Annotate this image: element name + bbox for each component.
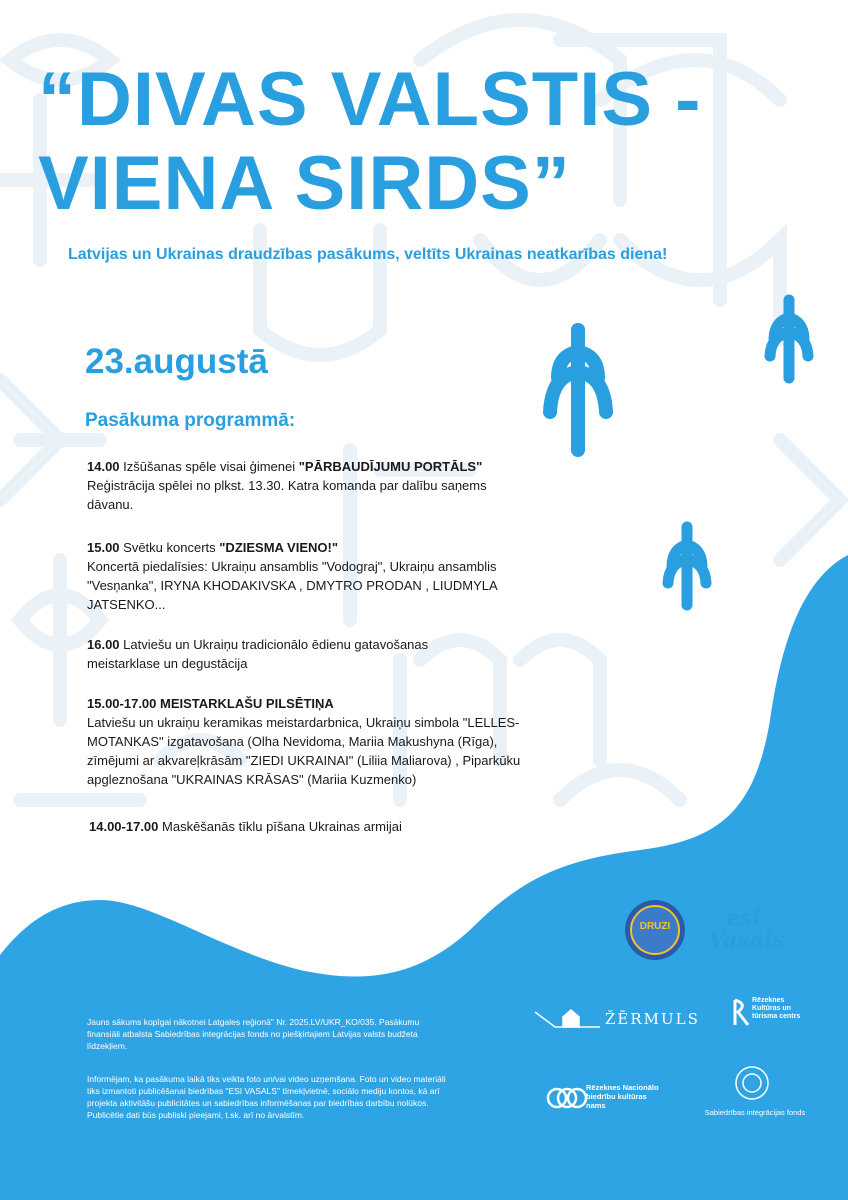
- program-item-details: Reģistrācija spēlei no plkst. 13.30. Katra komanda par dalību saņems dāvanu.: [87, 478, 487, 512]
- program-item-text: Izšūšanas spēle visai ģimenei: [119, 459, 299, 474]
- program-item-text: Maskēšanās tīklu pīšana Ukrainas armijai: [158, 819, 402, 834]
- main-title: [38, 58, 818, 226]
- funding-notice: Jauns sākums kopīgai nākotnei Latgales reģionā" Nr. 2025.LV/UKR_KO/035. Pasākumu finansiāli atbalsta Sabiedrības integrācijas fonds no piešķirtajiem Latvijas valsts budžeta līdzekļiem.: [87, 1017, 420, 1051]
- program-item-4: [87, 694, 542, 789]
- program-item-time: 15.00-17.00 MEISTARKLAŠU PILSĒTIŅA: [87, 696, 334, 711]
- program-item-highlight: "DZIESMA VIENO!": [219, 540, 339, 555]
- main-title-line-1: “DIVAS VALSTIS -: [38, 57, 702, 142]
- program-item-3: [87, 635, 477, 673]
- rezeknes-turisms-logo: Rēzeknes Kultūras un tūrisma centrs: [752, 997, 801, 1020]
- main-title-line-2: VIENA SIRDS”: [38, 141, 571, 226]
- program-item-time: 14.00-17.00: [89, 819, 159, 834]
- program-item-2: [87, 538, 557, 614]
- druzi-logo: DRUZI: [639, 921, 671, 932]
- esi-vasals-logo: [708, 907, 798, 951]
- program-heading: Pasākuma programmā:: [85, 410, 296, 431]
- event-subtitle: Latvijas un Ukrainas draudzības pasākums, veltīts Ukrainas neatkarības diena!: [68, 246, 668, 263]
- program-item-1: [87, 457, 557, 514]
- program-item-highlight: "PĀRBAUDĪJUMU PORTĀLS": [298, 459, 483, 474]
- program-item-text: Svētku koncerts: [119, 540, 220, 555]
- esi-vasals-logo-line-1: esi: [726, 905, 761, 931]
- tree-symbol-small-mid: [668, 527, 706, 605]
- program-item-5: [89, 817, 559, 836]
- event-date: 23.augustā: [85, 342, 268, 381]
- program-item-details: Latviešu un ukraiņu keramikas meistardarbnica, Ukraiņu simbola "LELLES- MOTANKAS" izgatavošana (Olha Nevidoma, Mariia Makushyna (Rīga), zīmējumi ar akvareļkrāsām "ZIEDI UKRAINAI" (Liliia Maliarova) , Piparkūku apgleznošana "UKRAINAS KRĀSAS" (Mariia Kuzmenko): [87, 715, 521, 787]
- tree-symbol-large: [550, 330, 606, 450]
- program-item-time: 14.00: [87, 459, 120, 474]
- sif-logo: Sabiedrības integrācijas fonds: [704, 1108, 806, 1117]
- program-item-text: Latviešu un Ukraiņu tradicionālo ēdienu gatavošanas meistarklase un degustācija: [87, 637, 429, 671]
- nacionalo-biedribu-logo: Rēzeknes Nacionālo biedrību kultūras nams: [586, 1083, 659, 1110]
- program-item-time: 16.00: [87, 637, 120, 652]
- program-item-time: 15.00: [87, 540, 120, 555]
- zeimuls-logo: ŽĒRMULS: [605, 1010, 700, 1028]
- esi-vasals-logo-line-2: Vasals: [708, 927, 785, 953]
- program-item-details: Koncertā piedalīsies: Ukraiņu ansamblis "Vodograj", Ukraiņu ansamblis "Vesņanka", IRYNA KHODAKIVSKA , DMYTRO PRODAN , LIUDMYLA JATSENKO...: [87, 559, 497, 612]
- photo-notice: Informējam, ka pasākuma laikā tiks veikta foto un/vai video uzņemšana. Foto un video materiāli tiks izmantoti publicēšanai biedrības "ESI VASALS" tīmekļvietnē, sociālo mediju kontos, kā arī projekta aktivitāšu publicitātes un sabiedrības informēšanas par biedrības darbību nolūkos. Publicētie dati būs publiski pieejami, t.sk. arī no ārvalstīm.: [87, 1074, 446, 1120]
